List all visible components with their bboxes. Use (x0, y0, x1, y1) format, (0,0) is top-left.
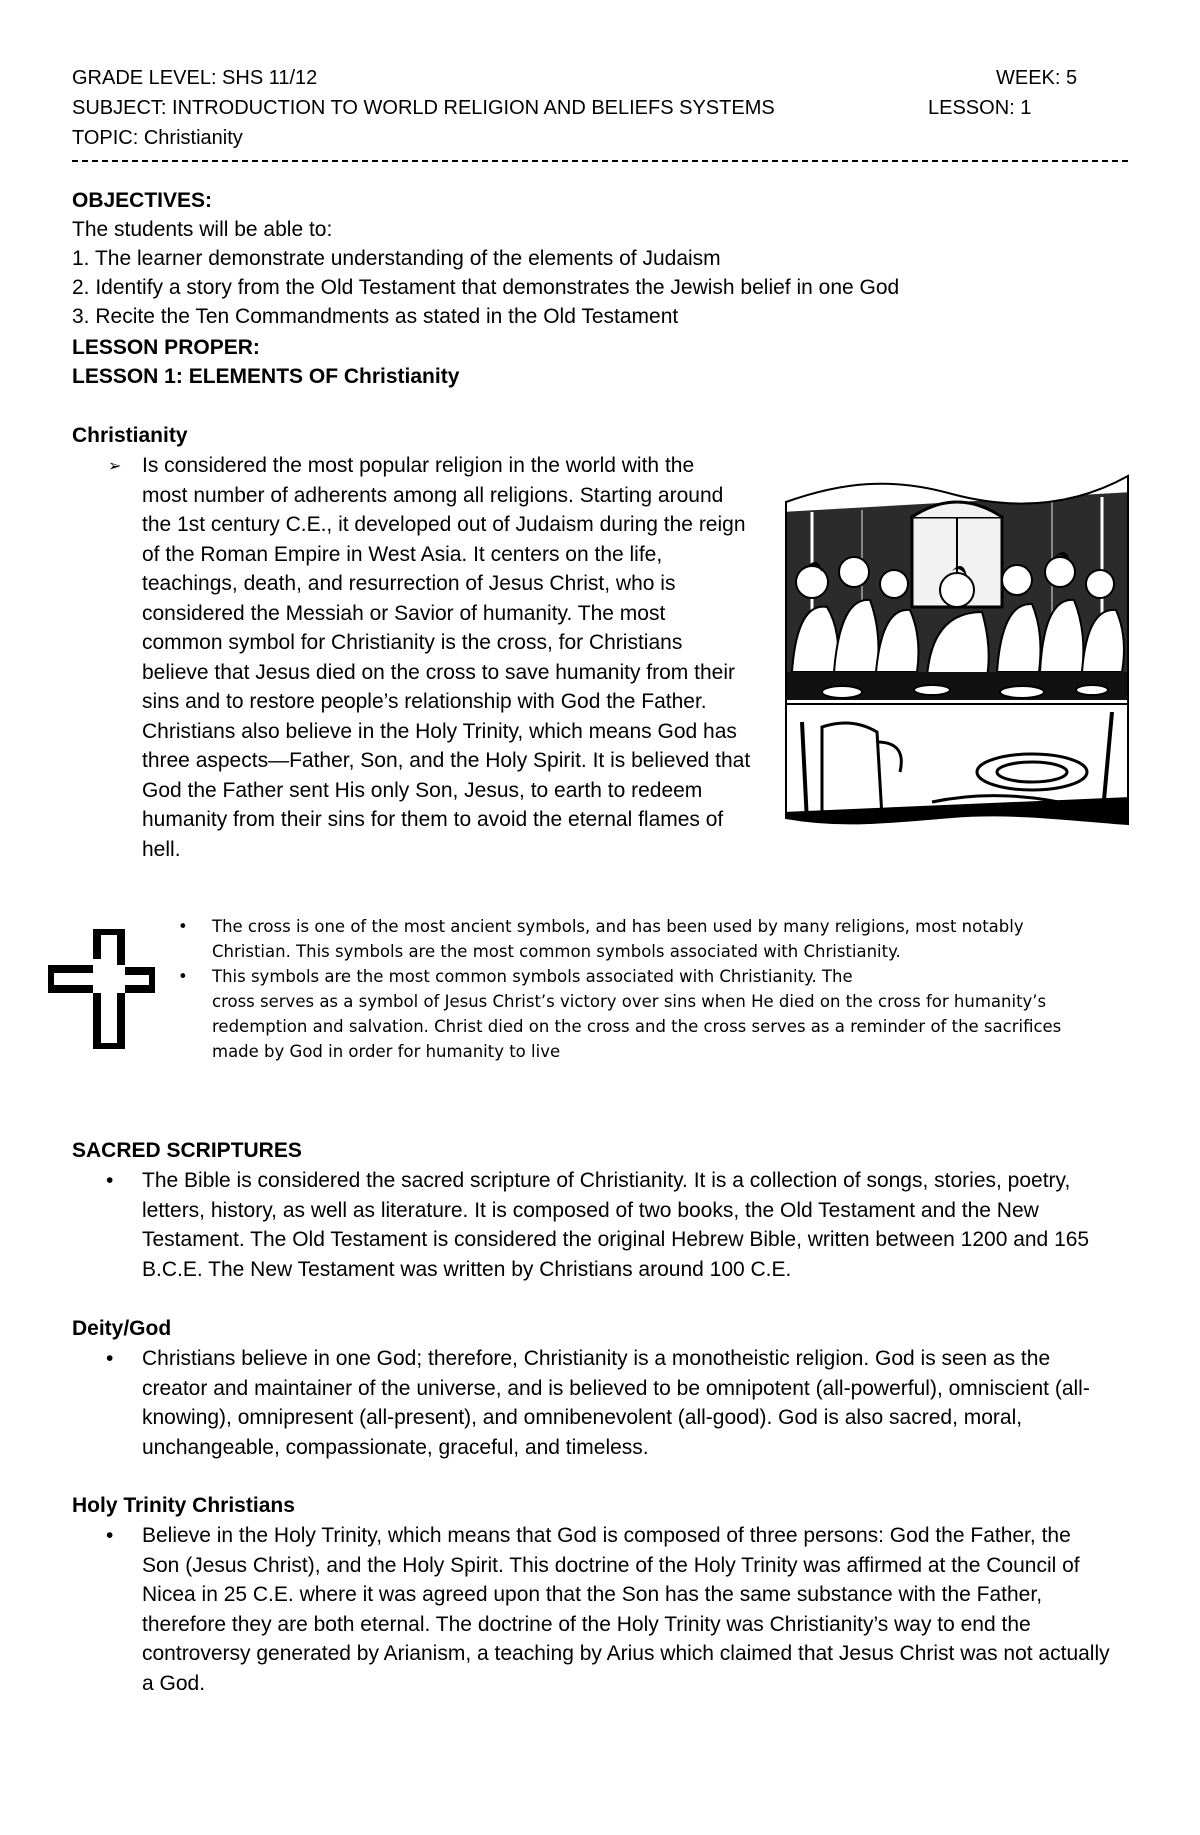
text-line: unchangeable, compassionate, graceful, and timeless. (142, 1435, 649, 1459)
cross-icon (40, 925, 155, 1053)
cross-note-item (212, 964, 1152, 1064)
text-line: teachings, death, and resurrection of Jesus Christ, who is (142, 572, 676, 595)
text-line: The cross is one of the most ancient symbols, and has been used by many religions, most notably (212, 917, 1024, 936)
holy-trinity-text (142, 1521, 1142, 1698)
arrow-bullet-icon: ➢ (108, 456, 122, 475)
header-divider (72, 160, 1128, 162)
small-bullet-icon: • (178, 917, 188, 936)
text-line: Christians believe in one God; therefore, Christianity is a monotheistic religion. God is seen as the (142, 1347, 1051, 1370)
text-line: most number of adherents among all religions. Starting around (142, 483, 724, 507)
text-line: letters, history, as well as literature. It is composed of two books, the Old Testament and the New (142, 1198, 1039, 1222)
text-line: considered the Messiah or Savior of humanity. The most (142, 601, 666, 625)
small-bullet-icon: • (178, 967, 188, 986)
text-line: knowing), omnipresent (all-present), and omnibenevolent (all-good). God is also sacred, moral, (142, 1406, 1023, 1429)
cross-note-item (212, 914, 1152, 964)
lesson-proper-heading: LESSON PROPER: (72, 336, 260, 359)
lesson-number: LESSON: 1 (928, 97, 1032, 119)
bullet-icon: • (106, 1169, 114, 1192)
objective-item: 2. Identify a story from the Old Testament that demonstrates the Jewish belief in one God (72, 276, 900, 299)
text-line: a God. (142, 1671, 206, 1695)
last-supper-illustration (782, 472, 1132, 832)
text-line: the 1st century C.E., it developed out of Judaism during the reign (142, 513, 746, 536)
text-line: of the Roman Empire in West Asia. It centers on the life, (142, 542, 663, 566)
text-line: creator and maintainer of the universe, and is believed to be omnipotent (all-powerful), omniscient (all- (142, 1376, 1090, 1400)
objective-item: 1. The learner demonstrate understanding of the elements of Judaism (72, 247, 721, 270)
text-line: Is considered the most popular religion in the world with the (142, 454, 695, 477)
objectives-heading: OBJECTIVES: (72, 189, 213, 212)
text-line: The Bible is considered the sacred scripture of Christianity. It is a collection of songs, stories, poetry, (142, 1169, 1071, 1192)
text-line: hell. (142, 837, 181, 861)
text-line: Nicea in 25 C.E. where it was agreed upon that the Son has the same substance with the Father, (142, 1583, 1043, 1606)
grade-level: GRADE LEVEL: SHS 11/12 (72, 67, 318, 89)
text-line: Believe in the Holy Trinity, which means that God is composed of three persons: God the Father, the (142, 1524, 1071, 1547)
text-line: Testament. The Old Testament is considered the original Hebrew Bible, written between 1200 and 165 (142, 1228, 1090, 1251)
christianity-description (142, 451, 782, 864)
subject: SUBJECT: INTRODUCTION TO WORLD RELIGION AND BELIEFS SYSTEMS (72, 97, 775, 119)
text-line: common symbol for Christianity is the cross, for Christians (142, 631, 683, 654)
deity-text (142, 1344, 1142, 1462)
text-line: redemption and salvation. Christ died on the cross and the cross serves as a reminder of the sacrifices (212, 1017, 1062, 1036)
text-line: humanity from their sins for them to avoid the eternal flames of (142, 808, 724, 831)
objectives-intro: The students will be able to: (72, 218, 333, 241)
text-line: God the Father sent His only Son, Jesus, to earth to redeem (142, 778, 703, 802)
deity-heading: Deity/God (72, 1317, 172, 1340)
lesson-title: LESSON 1: ELEMENTS OF Christianity (72, 365, 460, 388)
text-line: Christian. This symbols are the most common symbols associated with Christianity. (212, 942, 901, 961)
bullet-icon: • (106, 1524, 114, 1547)
week: WEEK: 5 (996, 67, 1078, 89)
sacred-scriptures-heading: SACRED SCRIPTURES (72, 1139, 302, 1162)
text-line: controversy generated by Arianism, a teaching by Arius which claimed that Jesus Christ was not actually (142, 1642, 1110, 1665)
text-line: therefore they are both eternal. The doctrine of the Holy Trinity was Christianity’s way to end the (142, 1612, 1031, 1636)
christianity-heading: Christianity (72, 424, 188, 447)
text-line: made by God in order for humanity to live (212, 1042, 561, 1061)
text-line: This symbols are the most common symbols associated with Christianity. The (212, 967, 853, 986)
text-line: three aspects—Father, Son, and the Holy Spirit. It is believed that (142, 749, 751, 772)
text-line: B.C.E. The New Testament was written by Christians around 100 C.E. (142, 1257, 792, 1281)
text-line: Christians also believe in the Holy Trinity, which means God has (142, 719, 737, 743)
bullet-icon: • (106, 1347, 114, 1370)
text-line: believe that Jesus died on the cross to save humanity from their (142, 660, 735, 684)
holy-trinity-heading: Holy Trinity Christians (72, 1494, 295, 1517)
text-line: cross serves as a symbol of Jesus Christ’s victory over sins when He died on the cross for humanity’s (212, 992, 1047, 1011)
objective-item: 3. Recite the Ten Commandments as stated in the Old Testament (72, 305, 679, 328)
text-line: sins and to restore people’s relationship with God the Father. (142, 690, 707, 713)
topic: TOPIC: Christianity (72, 127, 243, 149)
sacred-scriptures-text (142, 1166, 1142, 1284)
text-line: Son (Jesus Christ), and the Holy Spirit. This doctrine of the Holy Trinity was affirmed at the Council of (142, 1553, 1080, 1577)
